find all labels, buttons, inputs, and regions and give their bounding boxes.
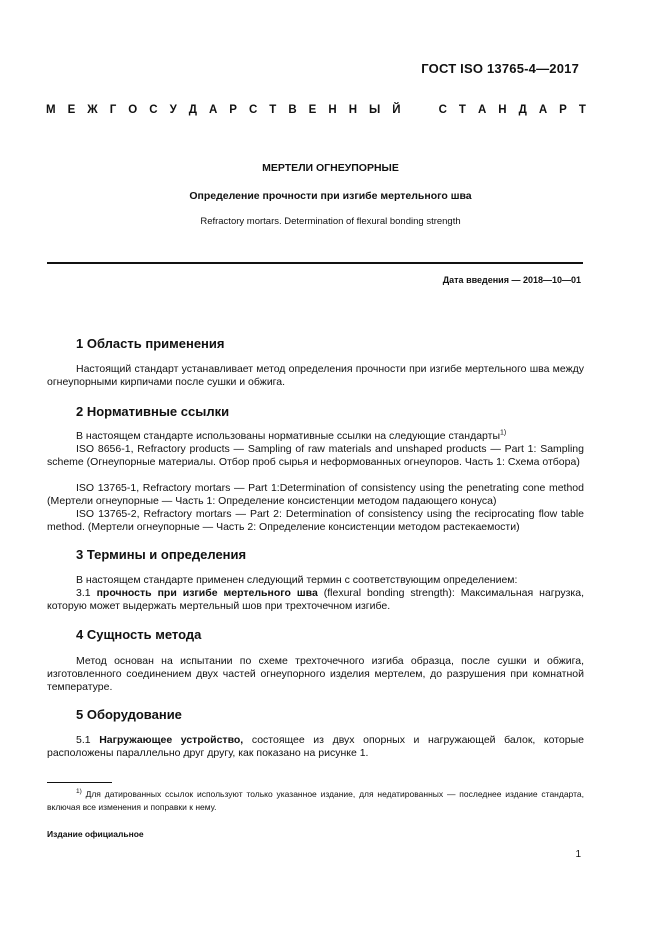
standard-code: ГОСТ ISO 13765-4—2017 [421,61,579,76]
interstate-letter: А [538,104,548,116]
interstate-letter: Ы [369,104,381,116]
section-4-heading: 4 Сущность метода [76,627,202,642]
reference-iso-13765-1: ISO 13765-1, Refractory mortars — Part 1:Determination of consistency using the penetrating cone method (Мертели огнеупорные — Часть 1: Определение консистенции методом падающего конуса) [47,482,584,507]
term-definition: (flexural bonding strength): Максимальная нагрузка, которую может выдержать мертельный шов при трехточечном изгибе. [47,587,584,612]
interstate-letter: Г [109,104,117,116]
interstate-letter: Ж [87,104,98,116]
interstate-letter: Н [498,104,507,116]
interstate-letter: Т [458,104,466,116]
interstate-letter: С [438,104,447,116]
interstate-letter: Т [578,104,586,116]
interstate-letter: Д [518,104,527,116]
interstate-letter: Н [328,104,337,116]
interstate-letter: Д [188,104,197,116]
document-title-english: Refractory mortars. Determination of flexural bonding strength [200,216,461,227]
section-2-intro-text: В настоящем стандарте использованы нормативные ссылки на следующие стандарты [76,430,501,442]
page-number: 1 [575,849,581,860]
interstate-letter: Т [269,104,277,116]
item-name: Нагружающее устройство, [99,734,244,746]
footnote-ref: 1) [500,429,507,437]
interstate-letter: С [149,104,158,116]
word-gap [413,104,427,116]
section-3-intro: В настоящем стандарте применен следующий термин с соответствующим определением: [76,574,518,586]
section-2-intro [47,430,584,443]
interstate-letter: Й [392,104,401,116]
item-description: состоящее из двух опорных и нагружающей балок, которые расположены параллельно друг другу, как показано на рисунке 1. [47,734,584,759]
interstate-letter: О [128,104,138,116]
term-3-1 [47,587,584,613]
edition-label: Издание официальное [47,829,144,839]
section-1-heading: 1 Область применения [76,336,225,351]
footnote-mark: 1) [76,788,82,796]
interstate-letter: С [248,104,258,116]
term-number: 3.1 [76,587,97,599]
interstate-letter: А [208,104,218,116]
document-title: МЕРТЕЛИ ОГНЕУПОРНЫЕ [262,162,399,174]
interstate-letter: У [169,104,177,116]
interstate-letter: Р [229,104,237,116]
interstate-letter: Р [559,104,567,116]
section-5-heading: 5 Оборудование [76,707,182,722]
reference-iso-13765-2: ISO 13765-2, Refractory mortars — Part 2: Determination of consistency using the reciprocating flow table method. (Мертели огнеупорные — Часть 2: Определение консистенции методом растекаемости) [47,508,584,533]
section-2-heading: 2 Нормативные ссылки [76,404,230,419]
section-3-heading: 3 Термины и определения [76,547,247,562]
section-5-1-text [47,734,584,760]
footnote-text: Для датированных ссылок используют только указанное издание, для недатированных — последнее издание стандарта, включая все изменения и поправки к нему. [47,789,584,812]
section-4-text: Метод основан на испытании по схеме трехточечного изгиба образца, после сушки и обжига, изготовленного соединением двух частей огнеупорного изделия мертелем, до разрушения при комнатной температуре. [47,655,584,693]
header-divider [47,262,583,264]
interstate-letter: Е [308,104,317,116]
reference-iso-8656-1: ISO 8656-1, Refractory products — Sampling of raw materials and unshaped products — Part 1: Sampling scheme (Огнеупорные материалы. Отбор проб сырья и неформованных огнеупоров. Часть 1: Схема отбора) [47,443,584,468]
interstate-letter: А [477,104,487,116]
interstate-letter: Е [67,104,76,116]
term-name: прочность при изгибе мертельного шва [96,587,318,599]
section-1-text: Настоящий стандарт устанавливает метод определения прочности при изгибе мертельного шва между огнеупорными кирпичами после сушки и обжига. [47,363,584,388]
interstate-letter: Н [348,104,357,116]
footnote [47,788,584,814]
interstate-standard-label [46,104,586,116]
interstate-letter: В [288,104,297,116]
footnote-divider [47,782,112,783]
item-number: 5.1 [76,734,100,746]
document-subtitle: Определение прочности при изгибе мертельного шва [189,190,472,202]
interstate-letter: М [46,104,56,116]
introduction-date: Дата введения — 2018—10—01 [442,275,581,285]
